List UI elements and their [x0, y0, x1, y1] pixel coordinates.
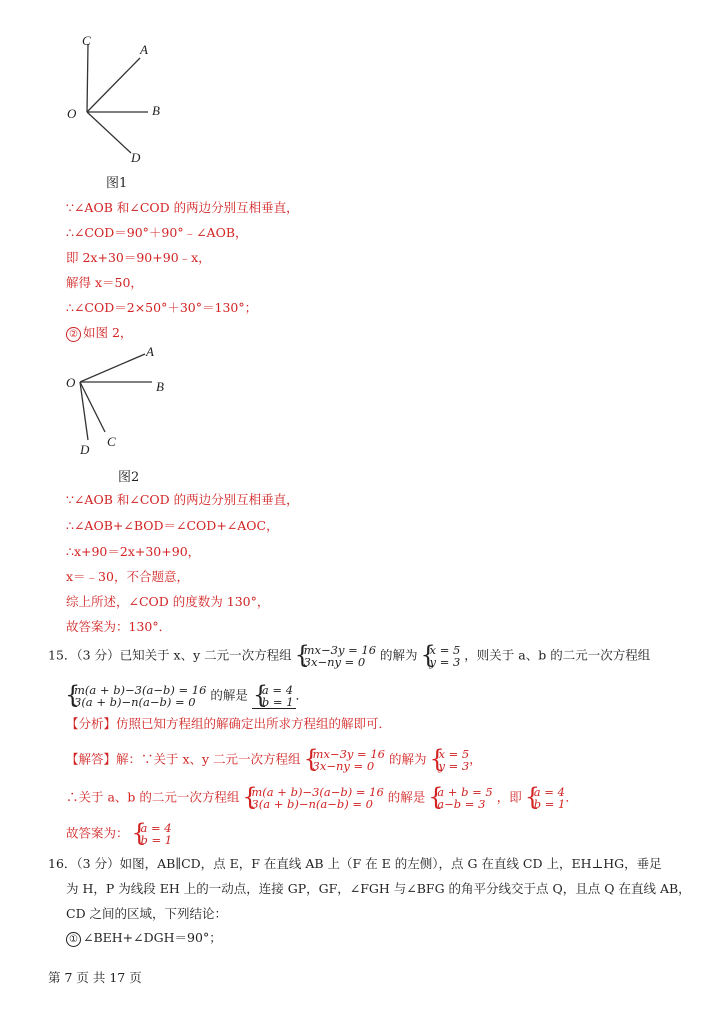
sol2-line-4: x＝﹣30，不合题意，	[66, 569, 189, 584]
final-a: { a = 4	[140, 821, 172, 835]
sol1-line-4: 解得 x＝50，	[66, 275, 143, 290]
page-footer: 第 7 页 共 17 页	[48, 970, 142, 985]
case-2-number: ②	[66, 327, 81, 342]
figure-2	[60, 342, 180, 462]
q15-solution-line-2	[66, 786, 578, 810]
q15-final-prefix: 故答案为：	[66, 825, 129, 841]
q15-suffix: ，则关于 a、b 的二元一次方程组	[464, 647, 651, 663]
sol1-line-1: ∵∠AOB 和∠COD 的两边分别互相垂直，	[66, 200, 299, 215]
q15-analysis: 【分析】仿照已知方程组的解确定出所求方程组的解即可．	[66, 716, 392, 731]
q15-solution-1	[422, 644, 461, 668]
q15-prefix: 15．（3 分）已知关于 x、y 二元一次方程组	[48, 647, 292, 663]
case-2-text: 如图 2，	[83, 325, 133, 340]
figure-1-caption: 图1	[106, 176, 128, 191]
ray-od	[87, 112, 131, 153]
figure-2-diagram	[60, 342, 180, 462]
q15-sol-system	[305, 748, 385, 772]
sys2-eq2: 3(a + b)−n(a−b) = 0	[74, 695, 196, 709]
sol-y: y = 3	[438, 759, 470, 773]
sol2-line-3: ∴x+90＝2x+30+90，	[66, 544, 201, 559]
q15-line2-mid: 的解是	[387, 789, 426, 805]
sol2-line-6: 故答案为：130°．	[66, 619, 172, 634]
sys1-eq2: 3x−ny = 0	[303, 655, 366, 669]
label-a: A	[146, 344, 154, 359]
sol1-x: { x = 5	[429, 643, 461, 657]
ray-oa	[80, 354, 145, 382]
q16-line-1: 16．（3 分）如图，AB∥CD，点 E，F 在直线 AB 上（F 在 E 的左侧），点 G 在直线 CD 上，EH⊥HG，垂足	[48, 856, 662, 871]
q15-sol-xy	[430, 748, 469, 772]
line2-eq1: { m(a + b)−3(a−b) = 16	[251, 785, 384, 799]
q15-line-1	[48, 644, 650, 668]
q15-line2-prefix: ∴关于 a、b 的二元一次方程组	[66, 789, 240, 805]
figure-2-caption: 图2	[118, 470, 140, 485]
q15-end: ．	[295, 687, 309, 703]
q15-sol-end: ，	[469, 751, 482, 767]
line2-eq2: 3(a + b)−n(a−b) = 0	[251, 797, 373, 811]
q15-sol-mid: 的解为	[388, 751, 427, 767]
sol1-line-2: ∴∠COD＝90°＋90°﹣∠AOB，	[66, 225, 248, 240]
sys1-eq1: { mx−3y = 16	[303, 643, 377, 657]
sol-sys-eq2: 3x−ny = 0	[312, 759, 375, 773]
figure-1-diagram	[60, 30, 180, 170]
q15-line2-end: ．	[565, 789, 578, 805]
q15-ab-system	[429, 786, 492, 810]
case-2-heading	[66, 325, 132, 342]
q16-item-1-number: ①	[66, 932, 81, 947]
q16-item-1	[66, 930, 222, 947]
q15-line-2	[66, 684, 308, 709]
q15-system-2	[66, 684, 206, 708]
q16-line-2: 为 H，P 为线段 EH 上的一动点，连接 GP，GF，∠FGH 与∠BFG 的角平分线交于点 Q，且点 Q 在直线 AB，	[66, 881, 691, 896]
figure-1	[60, 30, 180, 170]
label-b: B	[152, 103, 160, 118]
q15-final-system	[133, 822, 173, 846]
answer-a: { a = 4	[261, 683, 294, 697]
sys2-eq1: { m(a + b)−3(a−b) = 16	[74, 683, 207, 697]
label-b: B	[156, 379, 164, 394]
q15-final-answer	[66, 822, 172, 846]
ab-b: b = 1	[533, 797, 566, 811]
ab-eq1: { a + b = 5	[437, 785, 493, 799]
label-d: D	[80, 442, 90, 457]
sol2-line-5: 综上所述，∠COD 的度数为 130°，	[66, 594, 270, 609]
q16-line-3: CD 之间的区域，下列结论：	[66, 906, 228, 921]
q15-line2-then: ，即	[496, 789, 522, 805]
label-c: C	[82, 33, 91, 48]
sol1-line-3: 即 2x+30＝90+90﹣x，	[66, 250, 211, 265]
label-c: C	[107, 434, 116, 449]
ray-oc	[87, 44, 88, 112]
q15-answer-blank	[252, 684, 296, 709]
q15-solution-line-1	[66, 748, 482, 772]
q15-ab-values	[526, 786, 566, 810]
q15-system-1	[296, 644, 376, 668]
q15-line2-system	[243, 786, 383, 810]
q15-mid2: 的解是	[210, 687, 248, 703]
sol1-y: y = 3	[429, 655, 461, 669]
ray-oa	[87, 58, 140, 112]
label-a: A	[140, 42, 148, 57]
label-o: O	[66, 375, 76, 390]
ab-eq2: a−b = 3	[437, 797, 486, 811]
final-b: b = 1	[140, 833, 173, 847]
answer-b: b = 1	[261, 695, 294, 709]
ab-a: { a = 4	[533, 785, 565, 799]
sol2-line-1: ∵∠AOB 和∠COD 的两边分别互相垂直，	[66, 492, 299, 507]
q15-answer	[254, 684, 294, 708]
q16-item-1-text: ∠BEH+∠DGH＝90°；	[83, 930, 222, 945]
sol-sys-eq1: { mx−3y = 16	[312, 747, 385, 761]
label-d: D	[131, 150, 141, 165]
sol2-line-2: ∴∠AOB+∠BOD＝∠COD+∠AOC，	[66, 518, 279, 533]
q15-mid: 的解为	[380, 647, 418, 663]
sol1-line-5: ∴∠COD＝2×50°＋30°＝130°；	[66, 300, 258, 315]
label-o: O	[67, 106, 77, 121]
q15-sol-prefix: 【解答】解：∵关于 x、y 二元一次方程组	[66, 751, 301, 767]
sol-x: { x = 5	[438, 747, 470, 761]
